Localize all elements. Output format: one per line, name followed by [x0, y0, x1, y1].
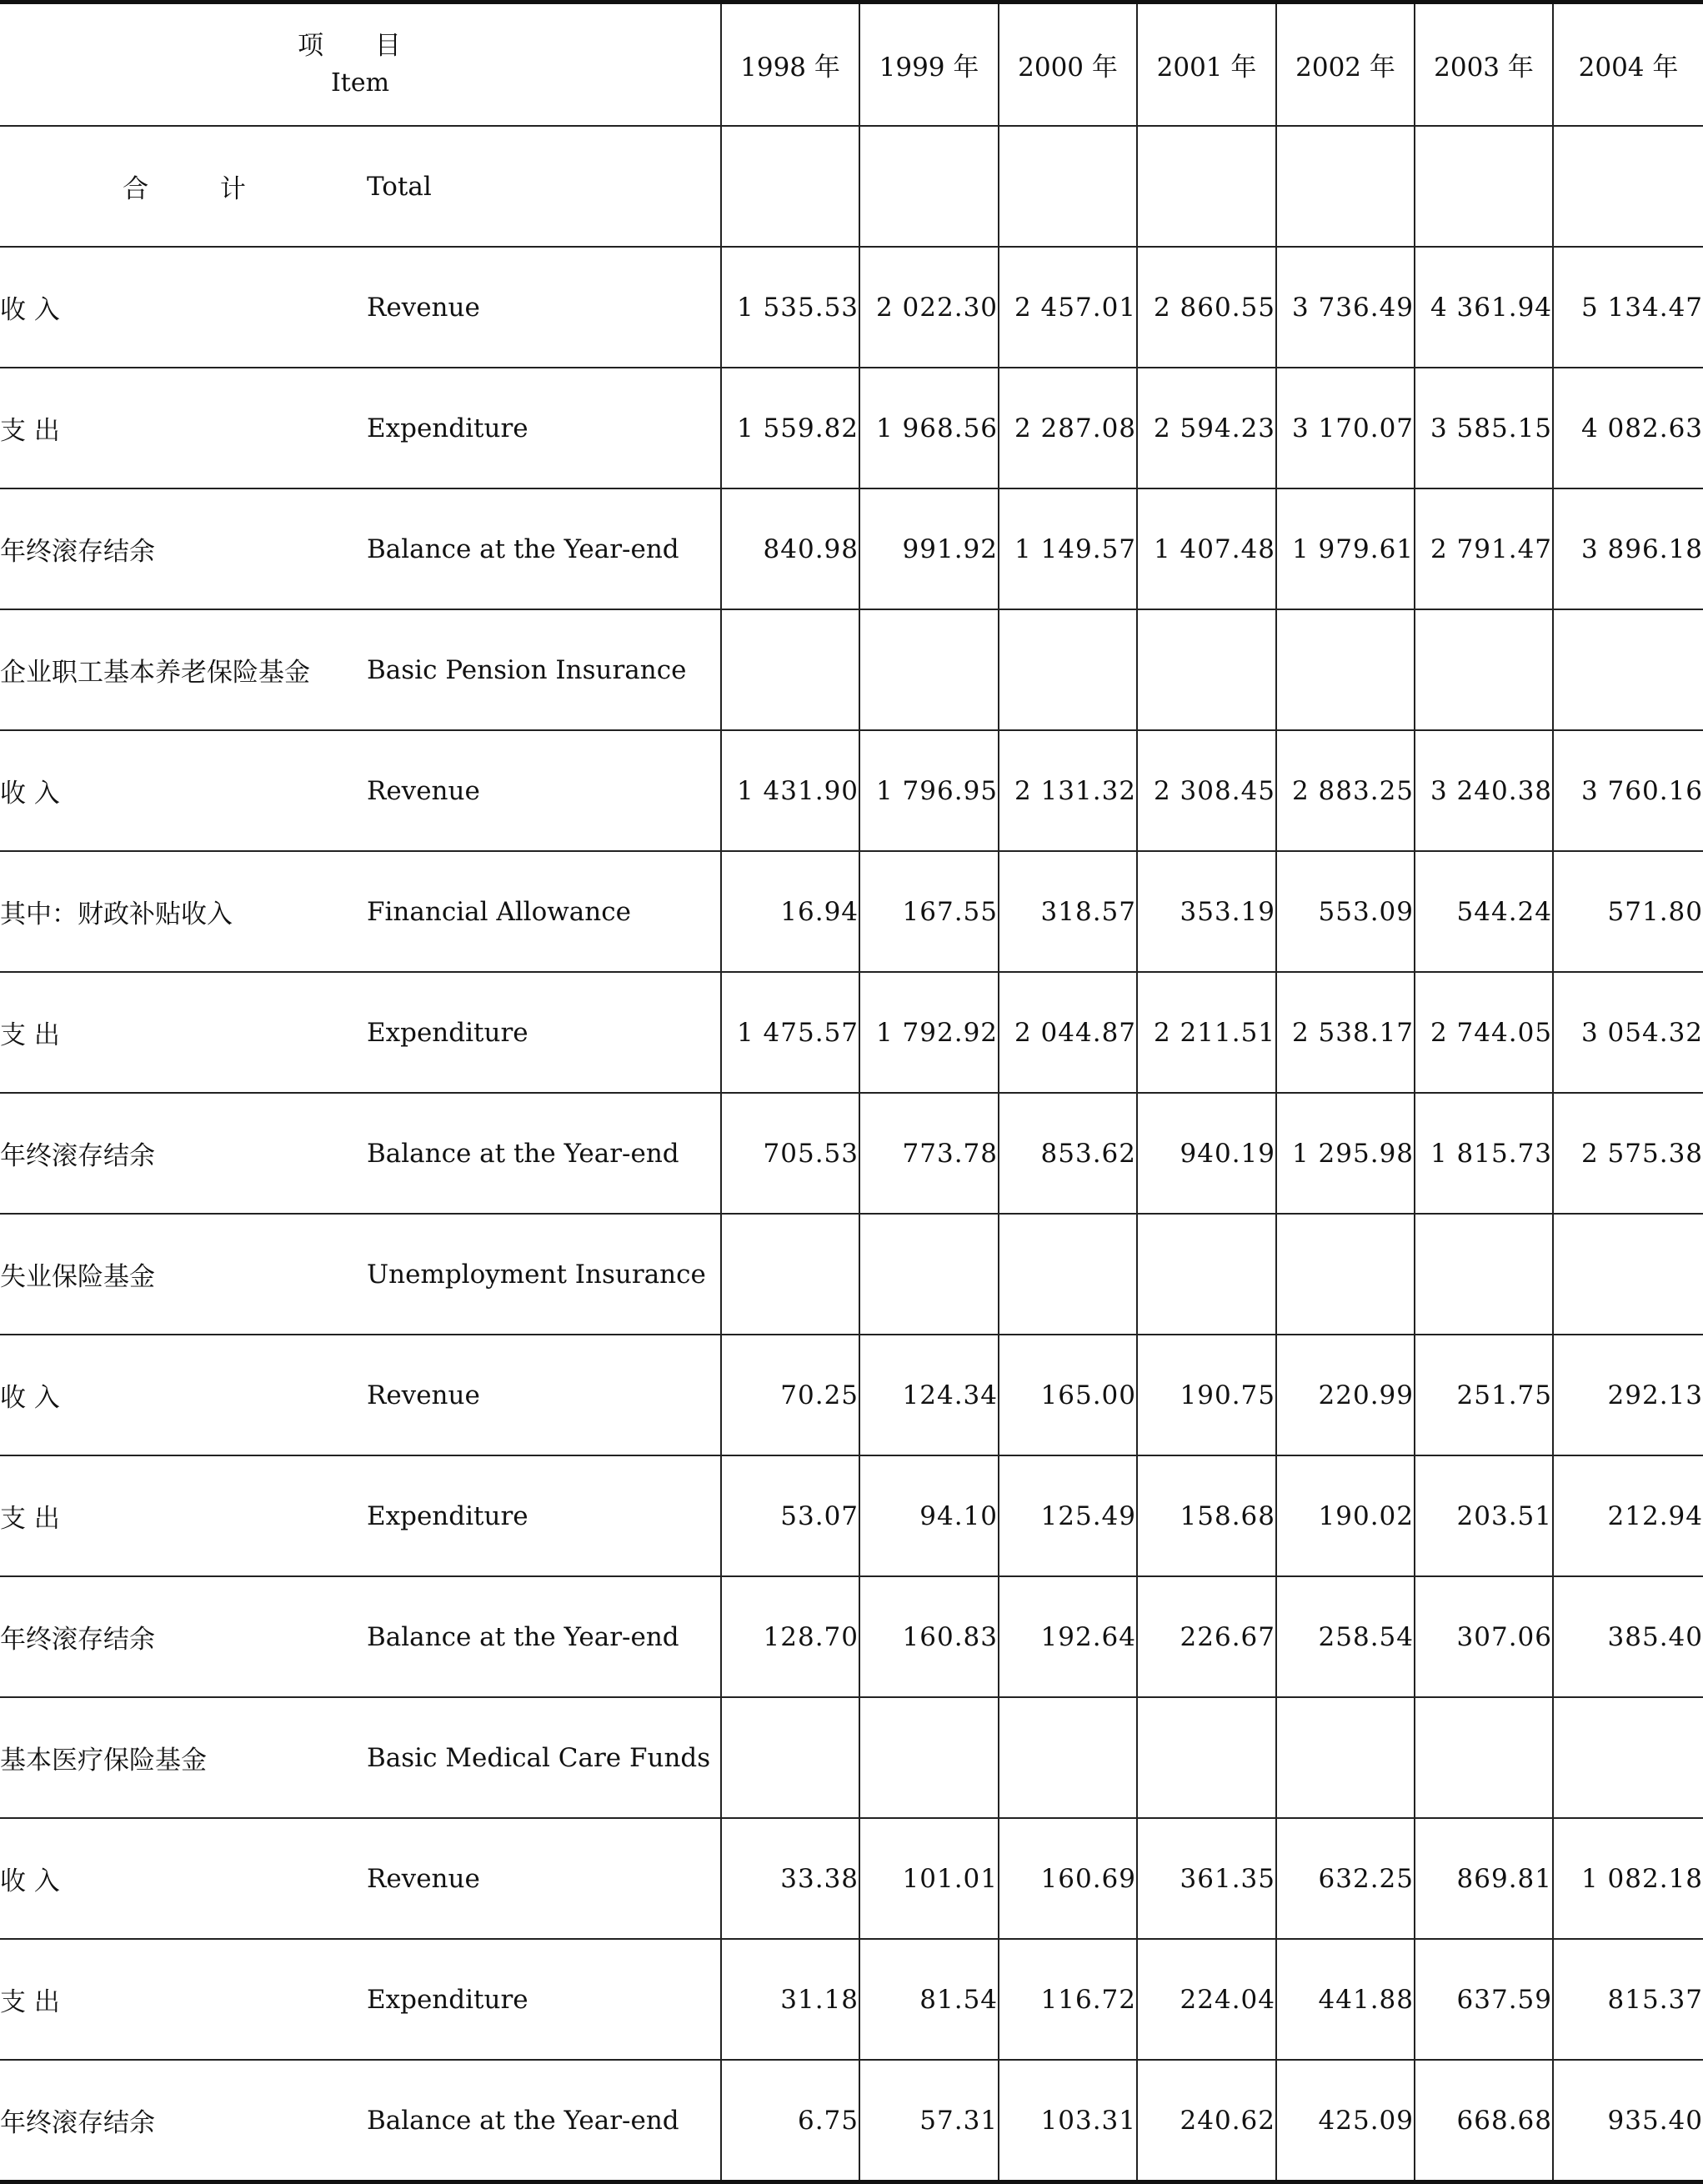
value-cell: 4 361.94	[1415, 247, 1553, 368]
table-row	[0, 247, 1703, 368]
value-cell: 840.98	[721, 488, 859, 609]
value-cell: 773.78	[859, 1093, 999, 1214]
value-cell: 1 295.98	[1276, 1093, 1415, 1214]
value-cell: 5 134.47	[1553, 247, 1703, 368]
row-label-en: Expenditure	[367, 972, 721, 1093]
value-cell	[1276, 126, 1415, 247]
value-cell	[999, 609, 1137, 730]
row-label-zh: 支 出	[0, 368, 367, 488]
value-cell: 2 044.87	[999, 972, 1137, 1093]
value-cell: 190.75	[1137, 1335, 1276, 1455]
value-cell	[859, 1697, 999, 1818]
value-cell: 53.07	[721, 1455, 859, 1576]
value-cell: 292.13	[1553, 1335, 1703, 1455]
table-row	[0, 488, 1703, 609]
value-cell	[1415, 126, 1553, 247]
value-cell: 251.75	[1415, 1335, 1553, 1455]
value-cell: 1 407.48	[1137, 488, 1276, 609]
value-cell: 124.34	[859, 1335, 999, 1455]
table-row	[0, 1335, 1703, 1455]
value-cell: 2 131.32	[999, 730, 1137, 851]
row-label-en: Basic Pension Insurance	[367, 609, 721, 730]
value-cell	[859, 126, 999, 247]
value-cell: 3 240.38	[1415, 730, 1553, 851]
value-cell: 81.54	[859, 1939, 999, 2060]
table-body	[0, 126, 1703, 2182]
value-cell: 318.57	[999, 851, 1137, 972]
row-label-en: Balance at the Year-end	[367, 2060, 721, 2182]
value-cell: 632.25	[1276, 1818, 1415, 1939]
value-cell: 1 796.95	[859, 730, 999, 851]
value-cell: 307.06	[1415, 1576, 1553, 1697]
value-cell: 16.94	[721, 851, 859, 972]
value-cell	[999, 126, 1137, 247]
value-cell: 212.94	[1553, 1455, 1703, 1576]
table-row	[0, 2060, 1703, 2182]
value-cell	[1137, 1697, 1276, 1818]
value-cell: 353.19	[1137, 851, 1276, 972]
value-cell: 160.83	[859, 1576, 999, 1697]
row-label-zh: 年终滚存结余	[0, 2060, 367, 2182]
value-cell	[859, 609, 999, 730]
row-label-zh: 支 出	[0, 1455, 367, 1576]
value-cell	[721, 126, 859, 247]
row-label-en: Basic Medical Care Funds	[367, 1697, 721, 1818]
value-cell: 2 791.47	[1415, 488, 1553, 609]
value-cell: 70.25	[721, 1335, 859, 1455]
value-cell: 991.92	[859, 488, 999, 609]
row-label-zh: 其中：财政补贴收入	[0, 851, 367, 972]
value-cell: 258.54	[1276, 1576, 1415, 1697]
year-header-2002: 2002 年	[1276, 3, 1415, 127]
value-cell: 1 815.73	[1415, 1093, 1553, 1214]
value-cell	[1415, 1697, 1553, 1818]
value-cell	[1553, 609, 1703, 730]
value-cell: 385.40	[1553, 1576, 1703, 1697]
value-cell: 1 968.56	[859, 368, 999, 488]
value-cell: 2 594.23	[1137, 368, 1276, 488]
value-cell: 441.88	[1276, 1939, 1415, 2060]
value-cell: 101.01	[859, 1818, 999, 1939]
value-cell: 553.09	[1276, 851, 1415, 972]
value-cell	[1276, 1697, 1415, 1818]
value-cell: 31.18	[721, 1939, 859, 2060]
value-cell: 6.75	[721, 2060, 859, 2182]
value-cell: 4 082.63	[1553, 368, 1703, 488]
value-cell	[1137, 126, 1276, 247]
value-cell: 220.99	[1276, 1335, 1415, 1455]
value-cell: 3 736.49	[1276, 247, 1415, 368]
table-row	[0, 1214, 1703, 1335]
value-cell: 815.37	[1553, 1939, 1703, 2060]
value-cell: 2 211.51	[1137, 972, 1276, 1093]
value-cell: 935.40	[1553, 2060, 1703, 2182]
value-cell: 1 559.82	[721, 368, 859, 488]
year-header-2000: 2000 年	[999, 3, 1137, 127]
value-cell: 2 308.45	[1137, 730, 1276, 851]
value-cell: 668.68	[1415, 2060, 1553, 2182]
row-label-zh: 收 入	[0, 1818, 367, 1939]
value-cell: 1 792.92	[859, 972, 999, 1093]
value-cell: 3 585.15	[1415, 368, 1553, 488]
value-cell	[1276, 609, 1415, 730]
value-cell: 240.62	[1137, 2060, 1276, 2182]
row-label-en: Expenditure	[367, 368, 721, 488]
value-cell: 192.64	[999, 1576, 1137, 1697]
value-cell: 361.35	[1137, 1818, 1276, 1939]
value-cell: 226.67	[1137, 1576, 1276, 1697]
value-cell: 2 538.17	[1276, 972, 1415, 1093]
value-cell: 167.55	[859, 851, 999, 972]
row-label-zh: 失业保险基金	[0, 1214, 367, 1335]
table-row	[0, 972, 1703, 1093]
row-label-en: Revenue	[367, 1818, 721, 1939]
value-cell: 224.04	[1137, 1939, 1276, 2060]
value-cell: 2 287.08	[999, 368, 1137, 488]
value-cell	[721, 1697, 859, 1818]
value-cell: 125.49	[999, 1455, 1137, 1576]
row-label-en: Balance at the Year-end	[367, 1093, 721, 1214]
value-cell: 3 896.18	[1553, 488, 1703, 609]
value-cell: 3 054.32	[1553, 972, 1703, 1093]
table-row	[0, 126, 1703, 247]
value-cell: 128.70	[721, 1576, 859, 1697]
row-label-en: Revenue	[367, 1335, 721, 1455]
value-cell	[1553, 126, 1703, 247]
value-cell: 2 744.05	[1415, 972, 1553, 1093]
table-row	[0, 1093, 1703, 1214]
table-row	[0, 730, 1703, 851]
row-label-en: Financial Allowance	[367, 851, 721, 972]
value-cell: 2 860.55	[1137, 247, 1276, 368]
value-cell	[1415, 1214, 1553, 1335]
value-cell	[1553, 1214, 1703, 1335]
value-cell: 544.24	[1415, 851, 1553, 972]
value-cell: 160.69	[999, 1818, 1137, 1939]
value-cell	[1553, 1697, 1703, 1818]
row-label-zh: 支 出	[0, 1939, 367, 2060]
value-cell: 1 149.57	[999, 488, 1137, 609]
value-cell: 190.02	[1276, 1455, 1415, 1576]
year-header-1998: 1998 年	[721, 3, 859, 127]
row-label-en: Unemployment Insurance	[367, 1214, 721, 1335]
row-label-zh: 基本医疗保险基金	[0, 1697, 367, 1818]
table-row	[0, 1697, 1703, 1818]
row-label-en: Revenue	[367, 730, 721, 851]
row-label-en: Expenditure	[367, 1939, 721, 2060]
value-cell	[999, 1214, 1137, 1335]
value-cell: 705.53	[721, 1093, 859, 1214]
value-cell	[1137, 609, 1276, 730]
value-cell: 203.51	[1415, 1455, 1553, 1576]
value-cell: 33.38	[721, 1818, 859, 1939]
value-cell: 425.09	[1276, 2060, 1415, 2182]
year-header-2001: 2001 年	[1137, 3, 1276, 127]
table-row	[0, 1576, 1703, 1697]
value-cell: 116.72	[999, 1939, 1137, 2060]
row-label-en: Total	[367, 126, 721, 247]
value-cell: 2 457.01	[999, 247, 1137, 368]
value-cell	[721, 609, 859, 730]
value-cell: 57.31	[859, 2060, 999, 2182]
value-cell: 571.80	[1553, 851, 1703, 972]
table-header-row	[0, 3, 1703, 127]
value-cell	[1137, 1214, 1276, 1335]
table-row	[0, 609, 1703, 730]
row-label-en: Balance at the Year-end	[367, 488, 721, 609]
row-label-zh: 收 入	[0, 247, 367, 368]
row-label-zh: 企业职工基本养老保险基金	[0, 609, 367, 730]
value-cell: 1 082.18	[1553, 1818, 1703, 1939]
value-cell: 2 883.25	[1276, 730, 1415, 851]
table-row	[0, 1939, 1703, 2060]
year-header-2003: 2003 年	[1415, 3, 1553, 127]
value-cell	[859, 1214, 999, 1335]
row-label-zh: 收 入	[0, 730, 367, 851]
table-row	[0, 851, 1703, 972]
item-column-header	[0, 3, 721, 127]
item-header-en: Item	[330, 68, 390, 98]
value-cell	[1415, 609, 1553, 730]
year-header-1999: 1999 年	[859, 3, 999, 127]
value-cell: 637.59	[1415, 1939, 1553, 2060]
row-label-zh: 年终滚存结余	[0, 1576, 367, 1697]
table-row	[0, 1455, 1703, 1576]
row-label-zh: 合 计	[0, 126, 367, 247]
value-cell: 869.81	[1415, 1818, 1553, 1939]
value-cell: 940.19	[1137, 1093, 1276, 1214]
value-cell: 1 979.61	[1276, 488, 1415, 609]
row-label-zh: 收 入	[0, 1335, 367, 1455]
value-cell: 94.10	[859, 1455, 999, 1576]
row-label-zh: 支 出	[0, 972, 367, 1093]
value-cell: 103.31	[999, 2060, 1137, 2182]
row-label-zh: 年终滚存结余	[0, 1093, 367, 1214]
table-row	[0, 1818, 1703, 1939]
row-label-en: Expenditure	[367, 1455, 721, 1576]
value-cell: 1 535.53	[721, 247, 859, 368]
row-label-zh: 年终滚存结余	[0, 488, 367, 609]
row-label-en: Revenue	[367, 247, 721, 368]
value-cell: 1 475.57	[721, 972, 859, 1093]
value-cell: 2 575.38	[1553, 1093, 1703, 1214]
value-cell: 158.68	[1137, 1455, 1276, 1576]
value-cell	[1276, 1214, 1415, 1335]
table-row	[0, 368, 1703, 488]
value-cell: 853.62	[999, 1093, 1137, 1214]
item-header-zh: 项 目	[298, 31, 423, 62]
value-cell: 3 170.07	[1276, 368, 1415, 488]
value-cell: 165.00	[999, 1335, 1137, 1455]
value-cell: 1 431.90	[721, 730, 859, 851]
year-header-2004: 2004 年	[1553, 3, 1703, 127]
row-label-en: Balance at the Year-end	[367, 1576, 721, 1697]
value-cell: 3 760.16	[1553, 730, 1703, 851]
value-cell	[721, 1214, 859, 1335]
value-cell: 2 022.30	[859, 247, 999, 368]
value-cell	[999, 1697, 1137, 1818]
